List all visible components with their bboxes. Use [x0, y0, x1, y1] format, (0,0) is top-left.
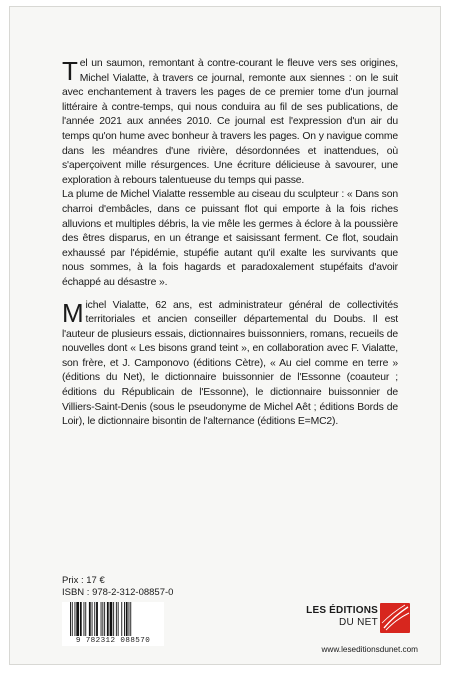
barcode-bar [104, 602, 105, 636]
barcode-bar [101, 602, 102, 636]
barcode-bar [75, 602, 76, 636]
synopsis-paragraph [62, 57, 398, 188]
barcode-bar [80, 602, 82, 636]
barcode-bar [76, 602, 79, 636]
author-bio-paragraph [62, 299, 398, 430]
barcode [62, 602, 164, 646]
barcode-bar [129, 602, 130, 636]
barcode-bar [85, 602, 86, 636]
synopsis-text: el un saumon, remontant à contre-courant le fleuve vers ses origines, Michel Vialatte, à travers ce journal, remonte aux siennes : on le suit avec enchantement à travers les pages de ce premier tome d'un journal littéraire à contre-temps, qui nous conduira au fil de ses publications, de l'année 2021 aux années 2010. Ce journal est l'expression d'un air du temps qu'on hume avec bonheur à travers les pages. On y navigue comme dans les méandres d'une rivière, désordonnées et inattendues, où s'aperçoivent mille résurgences. Une écriture délicieuse à savourer, une exploration à rebours talentueuse du temps qui passe. [62, 58, 398, 186]
publisher-logo [276, 601, 416, 639]
barcode-bar [94, 602, 95, 636]
barcode-bar [130, 602, 131, 636]
publisher-mark-icon [378, 601, 412, 635]
barcode-bar [84, 602, 85, 636]
barcode-bar [102, 602, 103, 636]
barcode-bar [121, 602, 122, 636]
drop-cap: M [62, 297, 84, 328]
publisher-name-line1: LES ÉDITIONS [306, 605, 378, 616]
price-isbn [62, 575, 173, 599]
quote-paragraph: La plume de Michel Vialatte ressemble au ciseau du sculpteur : « Dans son charroi d'embâcles, dans ce puissant flot qui emporte à la fois riches alluvions et multiples débris, la vie mêle les germes à éclore à la poussière des êtres disparus, en un étrange et saisissant ferment. Ce flot, soudain exhaussé par l'épidémie, stupéfie autant qu'il exalte les survivants que nous sommes, à la fois hagards et paradoxalement stupéfaits d'avoir échappé au désastre ». [62, 189, 398, 288]
barcode-bars [68, 602, 158, 636]
barcode-bar [89, 602, 91, 636]
price: Prix : 17 € [62, 575, 105, 586]
publisher-name [276, 605, 378, 628]
barcode-bar [107, 602, 109, 636]
barcode-number: 9 782312 088570 [75, 637, 151, 645]
barcode-bar [110, 602, 113, 636]
back-cover-text [62, 57, 398, 430]
barcode-bar [92, 602, 93, 636]
back-cover [9, 6, 441, 665]
barcode-bar [70, 602, 71, 636]
barcode-bar [116, 602, 117, 636]
publisher-website: www.leseditionsdunet.com [321, 645, 418, 654]
barcode-bar [124, 602, 125, 636]
barcode-bar [126, 602, 128, 636]
drop-cap: T [62, 56, 78, 86]
publisher-name-line2: DU NET [338, 617, 378, 628]
barcode-bar [118, 602, 119, 636]
barcode-bar [113, 602, 114, 636]
barcode-bar [72, 602, 73, 636]
isbn: ISBN : 978-2-312-08857-0 [62, 587, 174, 598]
barcode-bar [96, 602, 98, 636]
author-bio-text: ichel Vialatte, 62 ans, est administrateur général de collectivités territoriales et ancien conseiller départemental du Doubs. Il est l'auteur de plusieurs essais, dictionnaires buissonniers, romans, recueils de nouvelles dont « Les bisons grand teint », en collaboration avec F. Vialatte, son frère, et J. Camponovo (éditions Cètre), « Au ciel comme en terre » (éditions du Net), le dictionnaire buissonnier de l'Essonne (coauteur ; éditions du Républicain de l'Essonne), le dictionnaire buissonnier de Villiers-Saint-Denis (sous le pseudonyme de Michel Aêt ; éditions Bords de Loir), le dictionnaire bisontin de l'alternance (éditions E=MC2). [62, 299, 398, 428]
